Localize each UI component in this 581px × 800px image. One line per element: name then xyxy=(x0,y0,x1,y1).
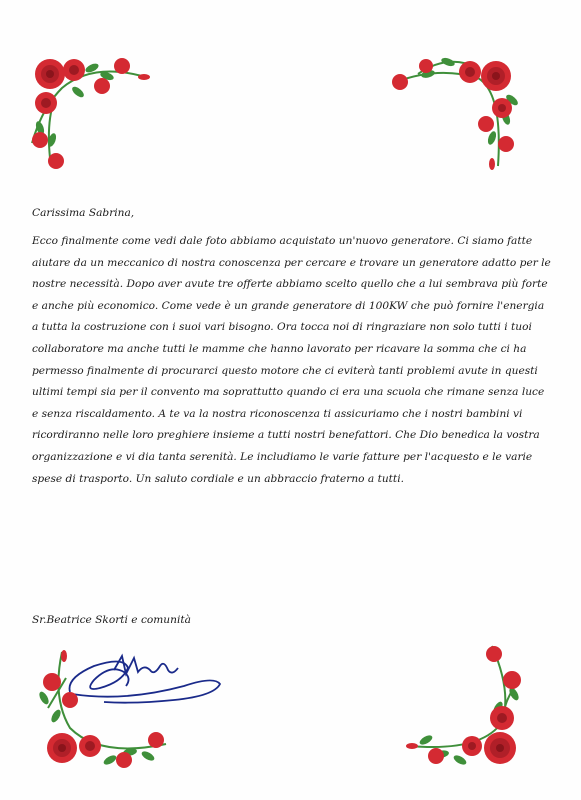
letter-paragraph: Ecco finalmente come vedi dale foto abbiamo acquistato un'nuovo generatore. Ci siamo fatte aiutare da un meccanico di nostra conoscenza per cercare e trovare un generatore adatto per le nostre necessità. Dopo aver avute tre offerte abbiamo scelto quello che a lui sembrava più forte e anche più economico. Come vede è un grande generatore di 100KW che può fornire l'energia a tutta la costruzione con i suoi vari bisogno. Ora tocca noi di ringraziare non solo tutti i tuoi collaboratore ma anche tutti le mamme che hanno lavorato per ricavare la somma che ci ha permesso finalmente di procurarci questo motore che ci eviterà tanti problemi avute in questi ultimi tempi sia per il convento ma soprattutto quando ci era una scuola che rimane senza luce e senza riscaldamento. A te va la nostra riconoscenza ti assicuriamo che i nostri bambini vi ricordiranno nelle loro preghiere insieme a tutti nostri benefattori. Che Dio benedica la vostra organizzazione e vi dia tanta serenità. Le includiamo le varie fatture per l'acquesto e le varie spese di trasporto. Un saluto cordiale e un abbraccio fraterno a tutti. xyxy=(32,235,551,485)
rose-corner-top-right xyxy=(388,48,528,173)
closing-signoff: Sr.Beatrice Skorti e comunità xyxy=(32,614,191,626)
rose-corner-top-left xyxy=(22,48,152,173)
letter-body xyxy=(32,207,552,490)
rose-vine-icon xyxy=(32,58,150,169)
rose-vine-icon xyxy=(406,646,521,767)
rose-vine-icon xyxy=(392,56,520,170)
rose-corner-bottom-left xyxy=(30,648,175,778)
salutation: Carissima Sabrina, xyxy=(32,207,135,219)
rose-vine-icon xyxy=(37,650,166,768)
rose-corner-bottom-right xyxy=(402,642,542,777)
